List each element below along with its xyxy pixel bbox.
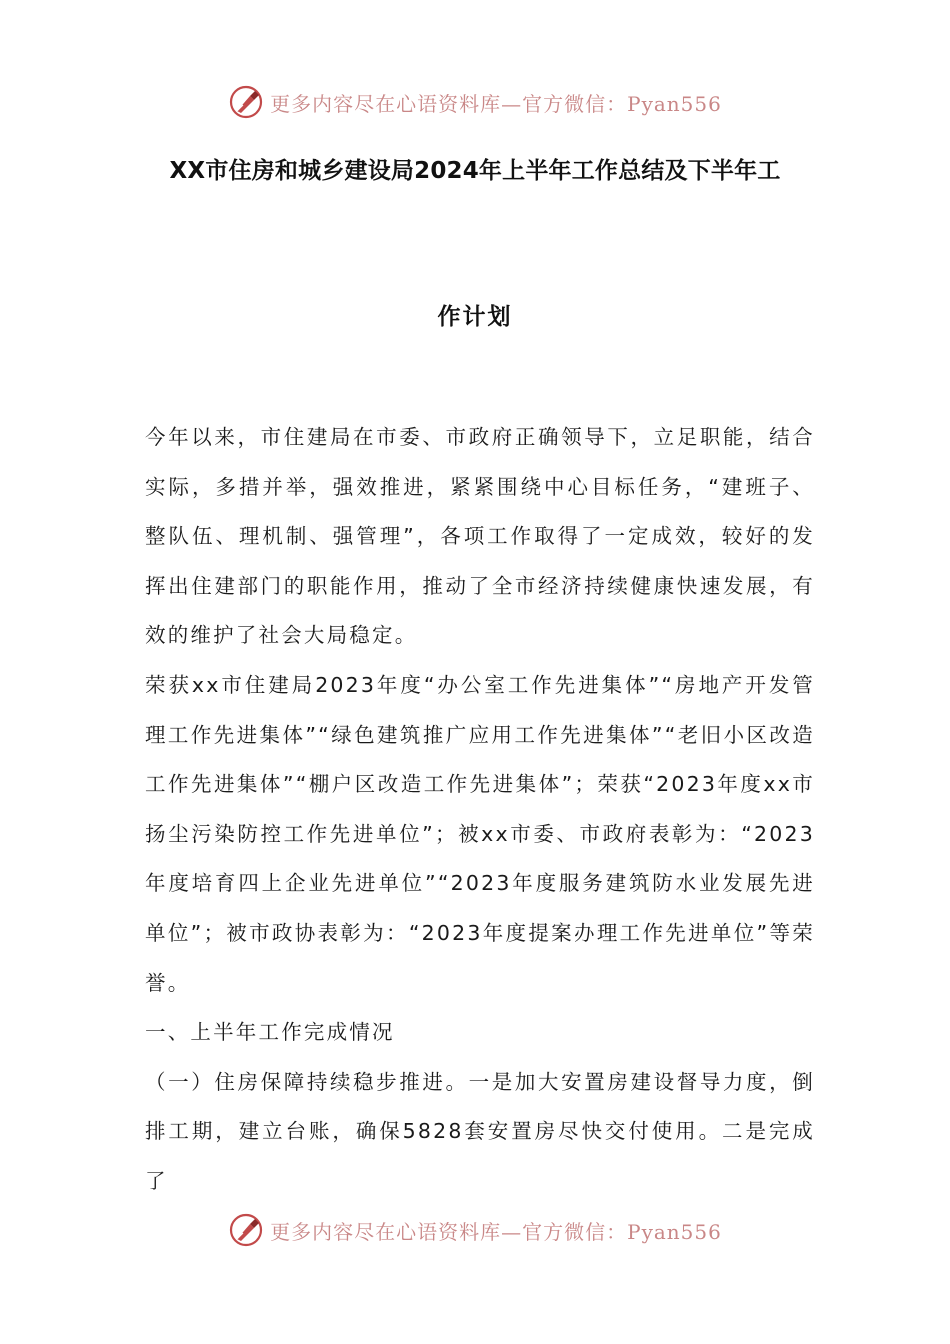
header-watermark-text: 更多内容尽在心语资料库—官方微信：Pyan556 [270, 91, 722, 116]
document-title-line2: 作计划 [437, 304, 513, 330]
section-heading-1: 一、上半年工作完成情况 [145, 1020, 395, 1045]
paragraph-intro: 今年以来，市住建局在市委、市政府正确领导下，立足职能，结合实际，多措并举，强效推进，紧紧围绕中心目标任务，“建班子、整队伍、理机制、强管理”，各项工作取得了一定成效，较好的发挥出住建部门的职能作用，推动了全市经济持续健康快速发展，有效的维护了社会大局稳定。 [145, 425, 815, 648]
document-body [145, 413, 815, 1207]
footer-watermark-banner [0, 1208, 950, 1252]
pen-nib-logo-icon [228, 84, 264, 120]
document-title-line1: XX市住房和城乡建设局2024年上半年工作总结及下半年工 [169, 158, 781, 184]
header-watermark-banner [0, 80, 950, 124]
pen-nib-logo-icon [228, 1212, 264, 1248]
paragraph-honors: 荣获xx市住建局2023年度“办公室工作先进集体”“房地产开发管理工作先进集体”“绿色建筑推广应用工作先进集体”“老旧小区改造工作先进集体”“棚户区改造工作先进集体”；荣获“2023年度xx市扬尘污染防控工作先进单位”；被xx市委、市政府表彰为：“2023年度培育四上企业先进单位”“2023年度服务建筑防水业发展先进单位”；被市政协表彰为：“2023年度提案办理工作先进单位”等荣誉。 [145, 672, 815, 995]
paragraph-housing: （一）住房保障持续稳步推进。一是加大安置房建设督导力度，倒排工期，建立台账，确保5828套安置房尽快交付使用。二是完成了 [145, 1069, 815, 1193]
footer-watermark-text: 更多内容尽在心语资料库—官方微信：Pyan556 [270, 1219, 722, 1244]
